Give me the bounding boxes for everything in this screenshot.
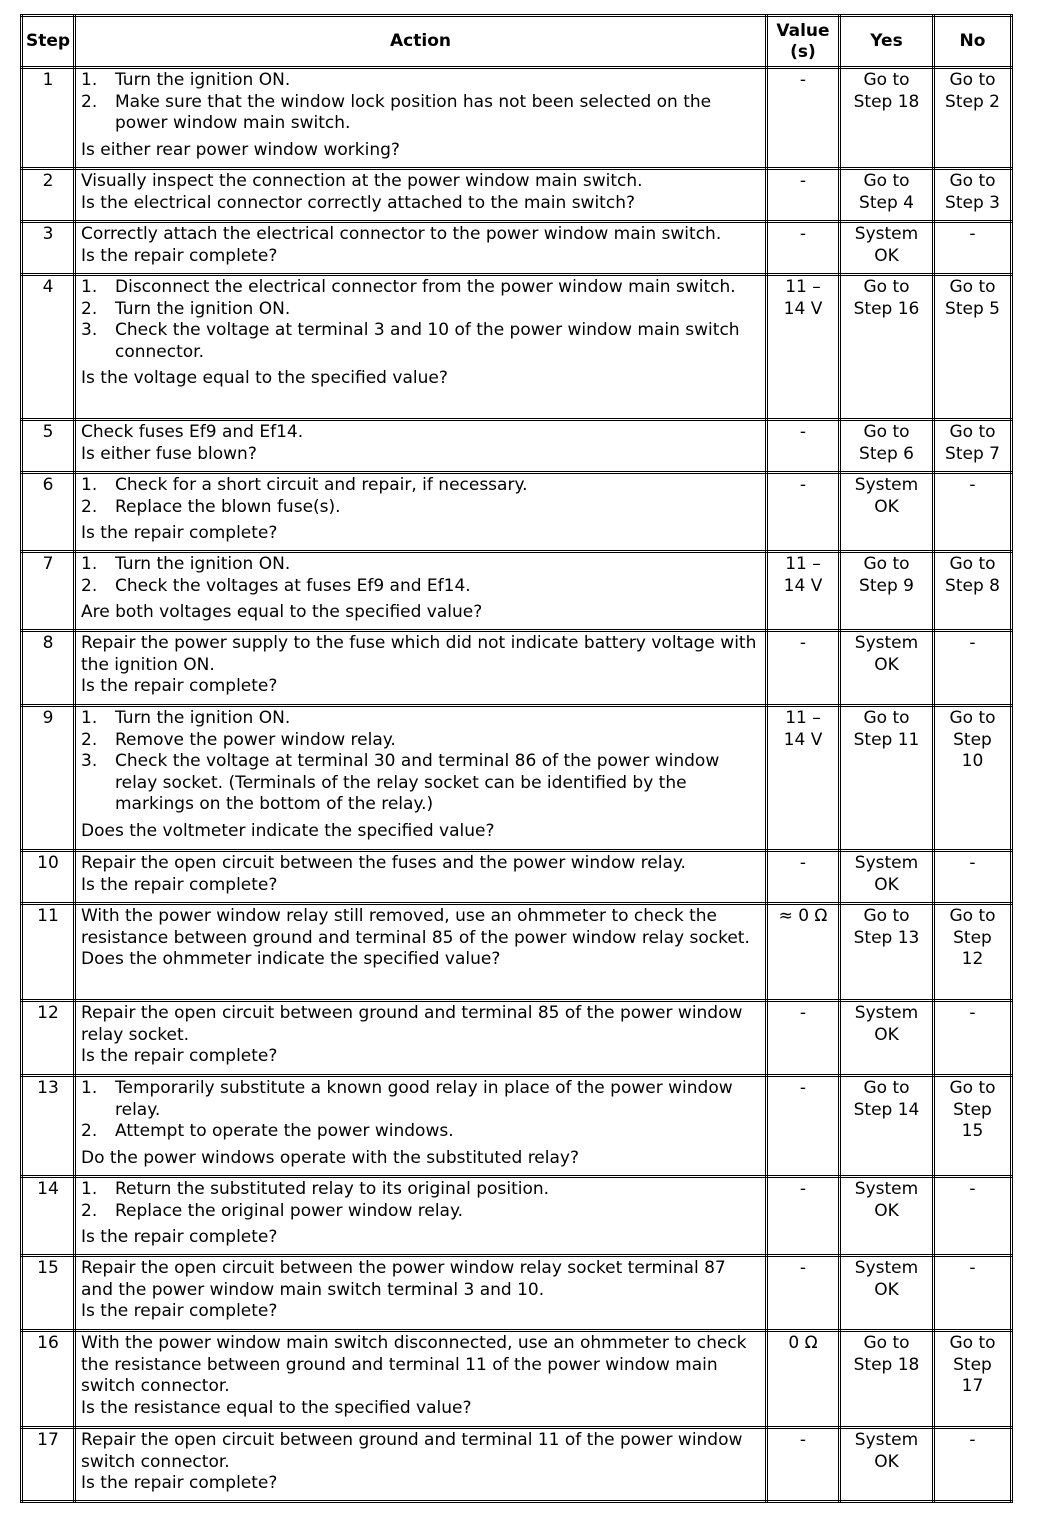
no-cell [934,169,1012,222]
table-body [22,68,1012,1502]
no-line: 15 [961,1121,984,1141]
value-line: - [799,1258,807,1278]
no-cell [934,473,1012,552]
yes-line: OK [874,874,899,895]
action-step-text: Turn the ignition ON. [115,298,291,319]
action-step-item [81,320,760,363]
no-cell [934,1331,1012,1428]
action-step-text: Check for a short circuit and repair, if necessary. [115,475,528,495]
action-step-item [81,730,760,752]
diagnostic-table-container [20,14,1010,1503]
action-step-text: Make sure that the window lock position has not been selected on the power window main switch. [115,91,712,133]
action-text: Are both voltages equal to the specified value? [81,602,483,622]
table-row [22,68,1012,169]
yes-cell [840,222,934,275]
no-cell [934,1428,1012,1502]
action-cell [75,631,767,706]
value-cell [767,631,840,706]
action-steps-list [81,475,760,518]
action-cell [75,552,767,631]
action-text: Is the repair complete? [81,1473,278,1493]
no-line: Go to [949,906,996,926]
value-cell [767,275,840,420]
yes-line: OK [874,654,899,675]
table-row [22,1177,1012,1256]
no-line: Go to [949,1078,996,1098]
yes-line: Go to [863,906,910,926]
step-number: 6 [22,473,75,552]
action-step-number: 1. [81,708,98,728]
yes-line: Go to [863,708,910,728]
value-cell [767,1256,840,1331]
table-row [22,1076,1012,1177]
no-cell [934,420,1012,473]
yes-cell [840,473,934,552]
action-cell [75,1256,767,1331]
yes-cell [840,552,934,631]
action-step-item [81,751,760,816]
value-cell [767,420,840,473]
header-no: No [934,16,1012,68]
value-line: - [799,1430,807,1450]
action-text: Visually inspect the connection at the power window main switch. [81,171,643,191]
no-cell [934,68,1012,169]
yes-line: System [854,1179,919,1199]
header-action: Action [75,16,767,68]
no-line: Go to [949,171,996,191]
no-line: Step 8 [945,575,1000,596]
value-line: - [799,70,807,90]
yes-line: OK [874,1451,899,1472]
yes-cell [840,1001,934,1076]
action-step-item [81,1121,760,1143]
no-line: - [969,1258,976,1278]
action-step-item [81,277,760,299]
no-line: Go to [949,1333,996,1353]
yes-line: OK [874,1279,899,1300]
no-line: Go to [949,708,996,728]
no-line: - [969,633,976,653]
no-line: - [969,853,976,873]
no-line: Step [953,927,992,948]
action-step-item [81,92,760,135]
yes-line: Step 11 [853,729,920,750]
action-step-number: 1. [81,277,98,297]
action-step-item [81,576,760,598]
yes-line: Step 9 [859,575,914,596]
no-line: 10 [961,751,984,771]
step-number: 3 [22,222,75,275]
action-step-text: Disconnect the electrical connector from the power window main switch. [115,277,736,297]
table-row [22,1001,1012,1076]
action-step-item [81,1201,760,1223]
value-cell [767,851,840,904]
table-row [22,1256,1012,1331]
step-number: 16 [22,1331,75,1428]
value-cell [767,473,840,552]
action-text: Repair the open circuit between the power window relay socket terminal 87 and the power window main switch terminal 3 and 10. [81,1258,726,1300]
action-step-item [81,299,760,321]
yes-cell [840,1331,934,1428]
action-text: Is the repair complete? [81,523,278,543]
value-line: 14 V [783,729,823,750]
no-line: 12 [961,949,984,969]
yes-line: Go to [863,1078,910,1098]
action-cell [75,169,767,222]
action-text: Is either rear power window working? [81,139,400,160]
yes-cell [840,851,934,904]
yes-line: Go to [863,1333,910,1353]
value-line: - [799,1003,807,1023]
no-cell [934,552,1012,631]
no-line: - [969,224,976,244]
yes-cell [840,275,934,420]
action-text: Does the voltmeter indicate the specified value? [81,820,495,841]
action-step-number: 2. [81,729,98,750]
value-cell [767,552,840,631]
action-step-text: Check the voltages at fuses Ef9 and Ef14. [115,575,471,596]
action-step-item [81,708,760,730]
action-step-text: Check the voltage at terminal 3 and 10 of the power window main switch connector. [115,320,740,362]
yes-line: OK [874,1200,899,1221]
yes-line: Step 4 [859,192,914,213]
no-cell [934,1076,1012,1177]
no-line: Step 3 [945,192,1000,213]
no-line: Go to [949,422,996,442]
action-text: Is either fuse blown? [81,443,257,464]
yes-line: Step 16 [853,298,920,319]
value-line: - [799,1078,807,1098]
yes-line: OK [874,245,899,266]
value-line: ≈ 0 Ω [778,906,828,926]
header-value-line2: (s) [790,41,816,62]
step-number: 11 [22,904,75,1001]
no-line: Step [953,1099,992,1120]
diagnostic-table [20,14,1013,1503]
step-number: 10 [22,851,75,904]
value-line: 14 V [783,298,823,319]
action-cell [75,420,767,473]
no-cell [934,631,1012,706]
action-cell [75,1001,767,1076]
step-number: 13 [22,1076,75,1177]
action-step-number: 3. [81,751,98,771]
action-step-number: 2. [81,496,98,517]
yes-cell [840,706,934,851]
step-number: 12 [22,1001,75,1076]
action-steps-list [81,70,760,135]
action-step-text: Replace the blown fuse(s). [115,496,341,517]
action-step-number: 2. [81,1121,98,1141]
action-steps-list [81,708,760,816]
action-cell [75,904,767,1001]
action-text: Repair the open circuit between ground and terminal 85 of the power window relay socket. [81,1003,743,1045]
yes-cell [840,1177,934,1256]
no-line: Go to [949,70,996,90]
no-cell [934,1256,1012,1331]
yes-line: System [854,1430,919,1450]
action-text: Repair the open circuit between ground and terminal 11 of the power window switch connector. [81,1430,743,1472]
yes-line: Step 13 [853,927,920,948]
no-line: Step 7 [945,443,1000,464]
action-text: Is the repair complete? [81,1227,278,1247]
yes-line: Go to [863,554,910,574]
yes-line: Go to [863,277,910,297]
value-cell [767,706,840,851]
action-text: Is the repair complete? [81,245,278,266]
no-cell [934,1177,1012,1256]
action-cell [75,275,767,420]
value-line: - [799,422,807,442]
header-value [767,16,840,68]
yes-line: System [854,475,919,495]
yes-cell [840,1076,934,1177]
step-number: 17 [22,1428,75,1502]
action-text: Is the repair complete? [81,676,278,696]
action-step-text: Check the voltage at terminal 30 and terminal 86 of the power window relay socket. (Terminals of the relay socket can be identified by the markings on the bottom of the relay.) [115,751,720,814]
table-row [22,706,1012,851]
table-header-row [22,16,1012,68]
value-cell [767,1428,840,1502]
action-step-item [81,497,760,519]
action-step-number: 1. [81,554,98,574]
value-cell [767,1331,840,1428]
header-step: Step [22,16,75,68]
yes-line: OK [874,496,899,517]
action-text: Do the power windows operate with the substituted relay? [81,1147,579,1168]
action-step-item [81,1078,760,1121]
yes-line: System [854,224,919,244]
action-cell [75,851,767,904]
action-step-text: Temporarily substitute a known good relay in place of the power window relay. [115,1078,733,1120]
yes-line: Go to [863,171,910,191]
table-row [22,1428,1012,1502]
yes-line: Go to [863,422,910,442]
action-step-number: 2. [81,1200,98,1221]
value-line: - [799,224,807,244]
no-line: - [969,475,976,495]
no-line: - [969,1003,976,1023]
yes-cell [840,631,934,706]
yes-line: Step 18 [853,91,920,112]
value-cell [767,1177,840,1256]
yes-line: System [854,633,919,653]
table-row [22,552,1012,631]
action-text: Correctly attach the electrical connector to the power window main switch. [81,224,722,244]
yes-line: System [854,853,919,873]
value-line: 14 V [783,575,823,596]
value-cell [767,169,840,222]
action-steps-list [81,1179,760,1222]
action-step-number: 1. [81,1078,98,1098]
action-text: Check fuses Ef9 and Ef14. [81,422,304,442]
table-row [22,631,1012,706]
action-steps-list [81,1078,760,1143]
action-cell [75,1428,767,1502]
value-line: 11 – [785,708,821,728]
action-step-text: Return the substituted relay to its original position. [115,1179,550,1199]
table-row [22,420,1012,473]
action-step-number: 1. [81,475,98,495]
action-cell [75,1177,767,1256]
value-line: 11 – [785,277,821,297]
action-cell [75,1076,767,1177]
no-line: Go to [949,277,996,297]
yes-line: System [854,1258,919,1278]
action-step-item [81,70,760,92]
step-number: 1 [22,68,75,169]
action-step-number: 1. [81,70,98,90]
action-step-text: Remove the power window relay. [115,729,396,750]
step-number: 5 [22,420,75,473]
no-cell [934,904,1012,1001]
yes-line: System [854,1003,919,1023]
action-step-text: Turn the ignition ON. [115,554,291,574]
action-step-text: Attempt to operate the power windows. [115,1121,454,1141]
action-text: Repair the open circuit between the fuses and the power window relay. [81,853,686,873]
step-number: 7 [22,552,75,631]
step-number: 15 [22,1256,75,1331]
action-cell [75,222,767,275]
table-row [22,169,1012,222]
value-cell [767,1076,840,1177]
step-number: 2 [22,169,75,222]
table-row [22,222,1012,275]
value-cell [767,222,840,275]
yes-cell [840,1256,934,1331]
action-step-number: 2. [81,575,98,596]
action-cell [75,68,767,169]
no-line: - [969,1430,976,1450]
action-step-item [81,554,760,576]
value-line: - [799,853,807,873]
value-line: - [799,171,807,191]
action-step-number: 2. [81,298,98,319]
step-number: 4 [22,275,75,420]
yes-cell [840,68,934,169]
no-line: Step 5 [945,298,1000,319]
action-text: With the power window main switch disconnected, use an ohmmeter to check the resistance between ground and terminal 11 of the power window main switch connector. [81,1333,747,1396]
yes-cell [840,420,934,473]
yes-cell [840,904,934,1001]
action-cell [75,1331,767,1428]
value-cell [767,904,840,1001]
value-line: - [799,1179,807,1199]
action-text: Is the repair complete? [81,1046,278,1066]
action-text: Does the ohmmeter indicate the specified value? [81,949,501,969]
value-line: - [799,633,807,653]
yes-cell [840,169,934,222]
value-cell [767,68,840,169]
no-line: Step 2 [945,91,1000,112]
action-text: Is the repair complete? [81,874,278,895]
action-text: Is the repair complete? [81,1301,278,1321]
no-line: Step [953,1354,992,1375]
yes-line: Go to [863,70,910,90]
action-text: Is the voltage equal to the specified value? [81,368,448,388]
header-value-line1: Value [776,20,830,41]
action-cell [75,706,767,851]
action-step-text: Turn the ignition ON. [115,708,291,728]
table-row [22,275,1012,420]
action-step-text: Turn the ignition ON. [115,70,291,90]
action-step-number: 3. [81,320,98,340]
step-number: 14 [22,1177,75,1256]
action-steps-list [81,277,760,363]
action-steps-list [81,554,760,597]
no-line: Step [953,729,992,750]
action-step-number: 1. [81,1179,98,1199]
value-cell [767,1001,840,1076]
no-cell [934,222,1012,275]
action-step-item [81,1179,760,1201]
no-cell [934,851,1012,904]
header-yes: Yes [840,16,934,68]
yes-line: Step 14 [853,1099,920,1120]
action-text: Is the resistance equal to the specified value? [81,1397,472,1418]
table-row [22,851,1012,904]
yes-cell [840,1428,934,1502]
action-text: Repair the power supply to the fuse which did not indicate battery voltage with the ignition ON. [81,633,757,675]
action-text: With the power window relay still removed, use an ohmmeter to check the resistance between ground and terminal 85 of the power window relay socket. [81,906,750,948]
action-cell [75,473,767,552]
yes-line: Step 6 [859,443,914,464]
action-step-number: 2. [81,91,98,112]
step-number: 8 [22,631,75,706]
no-line: Go to [949,554,996,574]
table-row [22,473,1012,552]
yes-line: Step 18 [853,1354,920,1375]
step-number: 9 [22,706,75,851]
no-line: 17 [961,1376,984,1396]
yes-line: OK [874,1024,899,1045]
table-row [22,1331,1012,1428]
no-cell [934,706,1012,851]
no-line: - [969,1179,976,1199]
action-text: Is the electrical connector correctly attached to the main switch? [81,192,635,213]
value-line: - [799,475,807,495]
value-line: 11 – [785,554,821,574]
value-line: 0 Ω [788,1333,818,1353]
action-step-item [81,475,760,497]
table-row [22,904,1012,1001]
action-step-text: Replace the original power window relay. [115,1200,464,1221]
no-cell [934,275,1012,420]
no-cell [934,1001,1012,1076]
